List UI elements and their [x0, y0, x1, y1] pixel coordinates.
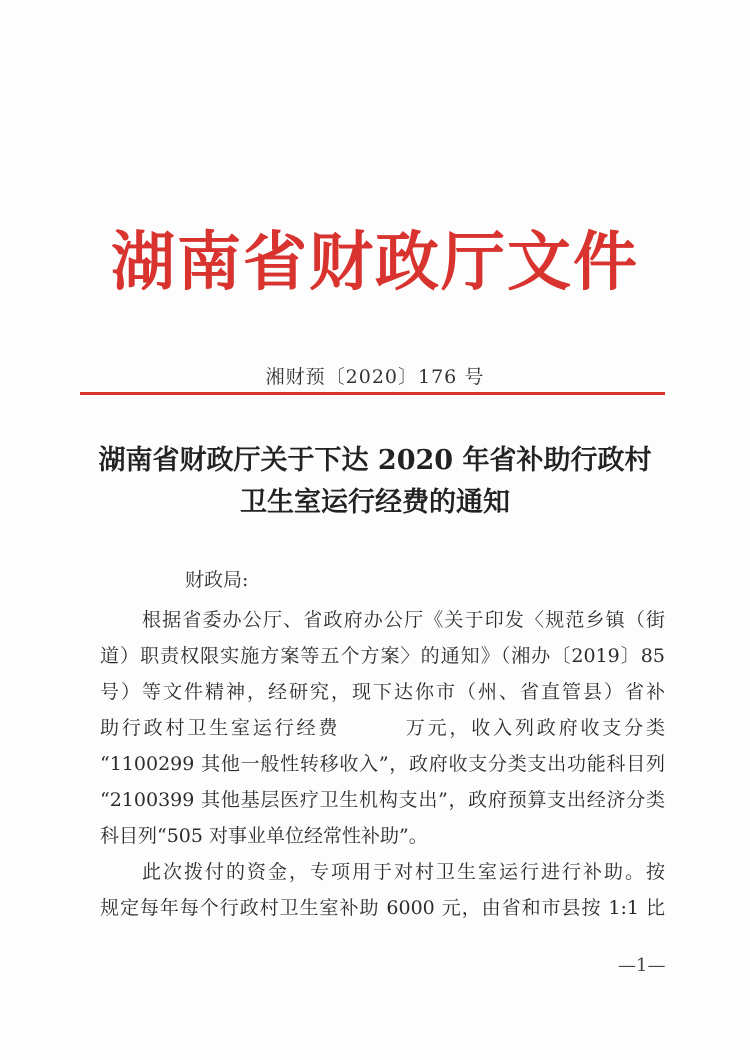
body-line: 科目列“505 对事业单位经常性补助”。	[100, 825, 428, 847]
body-text	[100, 602, 665, 926]
notice-title-line-2: 卫生室运行经费的通知	[240, 487, 510, 518]
body-line: 根据省委办公厅、省政府办公厅《关于印发〈规范乡镇（街	[142, 609, 665, 631]
body-line: 号）等文件精神，经研究，现下达你市（州、省直管县）省补	[100, 681, 665, 703]
body-line: 道）职责权限实施方案等五个方案〉的通知》（湘办〔2019〕85	[100, 645, 665, 667]
red-divider-line	[80, 392, 665, 395]
notice-title	[70, 440, 680, 524]
body-line: “2100399 其他基层医疗卫生机构支出”，政府预算支出经济分类	[100, 789, 665, 811]
body-line: 助行政村卫生室运行经费 万元，收入列政府收支分类	[100, 717, 665, 739]
body-line: 此次拨付的资金，专项用于对村卫生室运行进行补助。按	[142, 861, 665, 883]
addressee-line: 财政局:	[185, 569, 249, 591]
page-number: —1—	[618, 955, 666, 976]
document-number: 湘财预〔2020〕176 号	[265, 366, 485, 388]
body-line: 规定每年每个行政村卫生室补助 6000 元，由省和市县按 1:1 比	[100, 897, 665, 919]
notice-title-line-1: 湖南省财政厅关于下达 2020 年省补助行政村	[98, 445, 652, 476]
org-header-title: 湖南省财政厅文件	[111, 226, 639, 300]
body-line: “1100299 其他一般性转移收入”，政府收支分类支出功能科目列	[100, 753, 665, 775]
